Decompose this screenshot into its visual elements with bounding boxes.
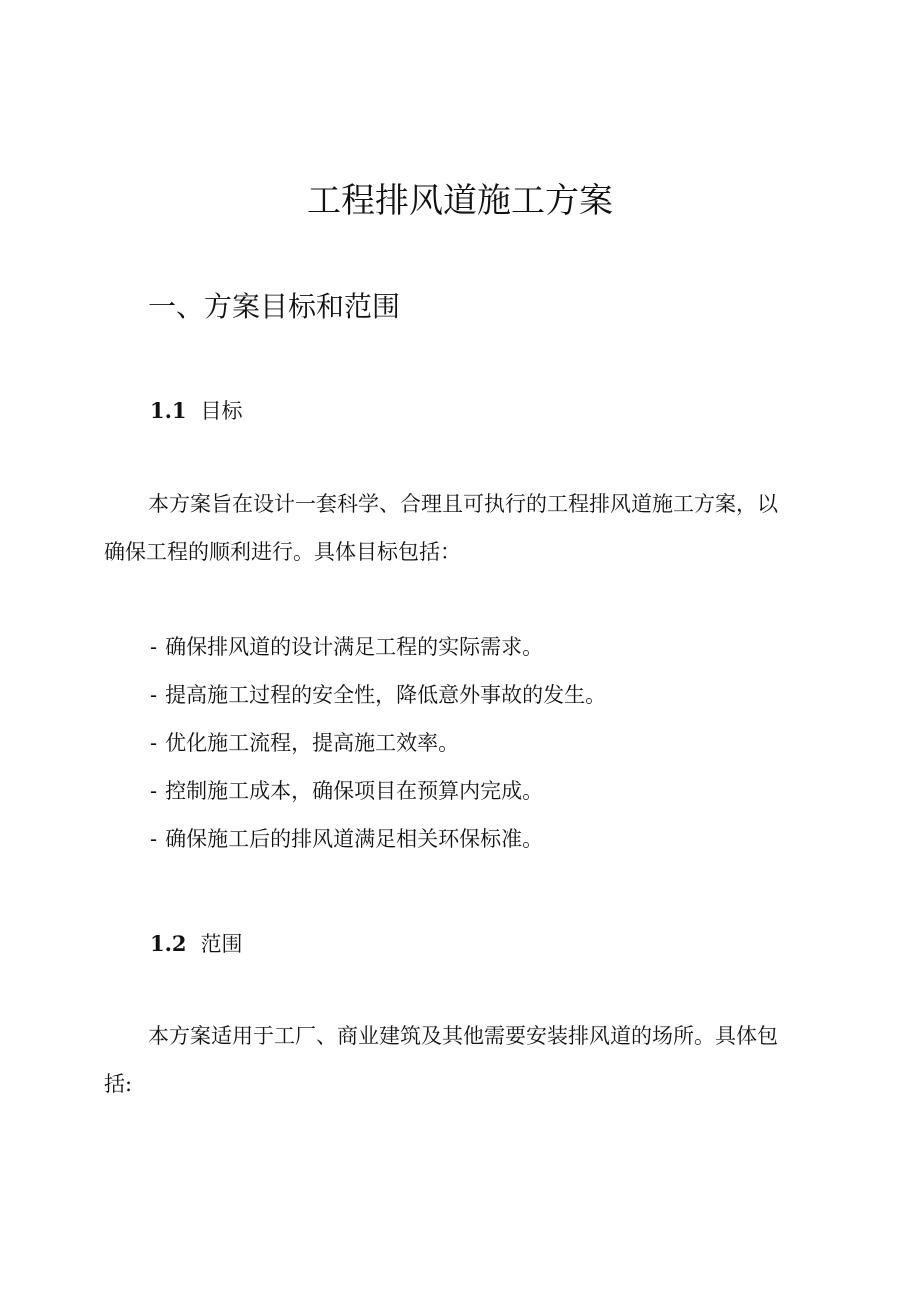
list-item: - 提高施工过程的安全性，降低意外事故的发生。: [150, 683, 607, 707]
list-marker: -: [150, 827, 158, 851]
document-title: 工程排风道施工方案: [307, 181, 613, 221]
list-item: - 控制施工成本，确保项目在预算内完成。: [150, 779, 544, 803]
list-marker: -: [150, 635, 158, 659]
list-item: - 确保施工后的排风道满足相关环保标准。: [150, 827, 544, 851]
subsection-number: 1.2: [150, 931, 187, 956]
goal-list: [150, 623, 810, 863]
list-marker: -: [150, 779, 158, 803]
list-item: - 优化施工流程，提高施工效率。: [150, 731, 460, 755]
subsection-heading-scope: [150, 928, 243, 960]
list-item: - 确保排风道的设计满足工程的实际需求。: [150, 635, 544, 659]
subsection-title: 目标: [200, 399, 243, 423]
list-marker: -: [150, 731, 158, 755]
subsection-title: 范围: [200, 932, 243, 956]
subsection-heading-goal: [150, 395, 243, 427]
subsection-number: 1.1: [150, 398, 187, 423]
scope-intro-paragraph: 本方案适用于工厂、商业建筑及其他需要安装排风道的场所。具体包括:: [104, 1024, 778, 1096]
section-heading: 一、方案目标和范围: [148, 290, 401, 323]
list-marker: -: [150, 683, 158, 707]
goal-intro-paragraph: 本方案旨在设计一套科学、合理且可执行的工程排风道施工方案，以确保工程的顺利进行。具体目标包括：: [104, 492, 778, 564]
